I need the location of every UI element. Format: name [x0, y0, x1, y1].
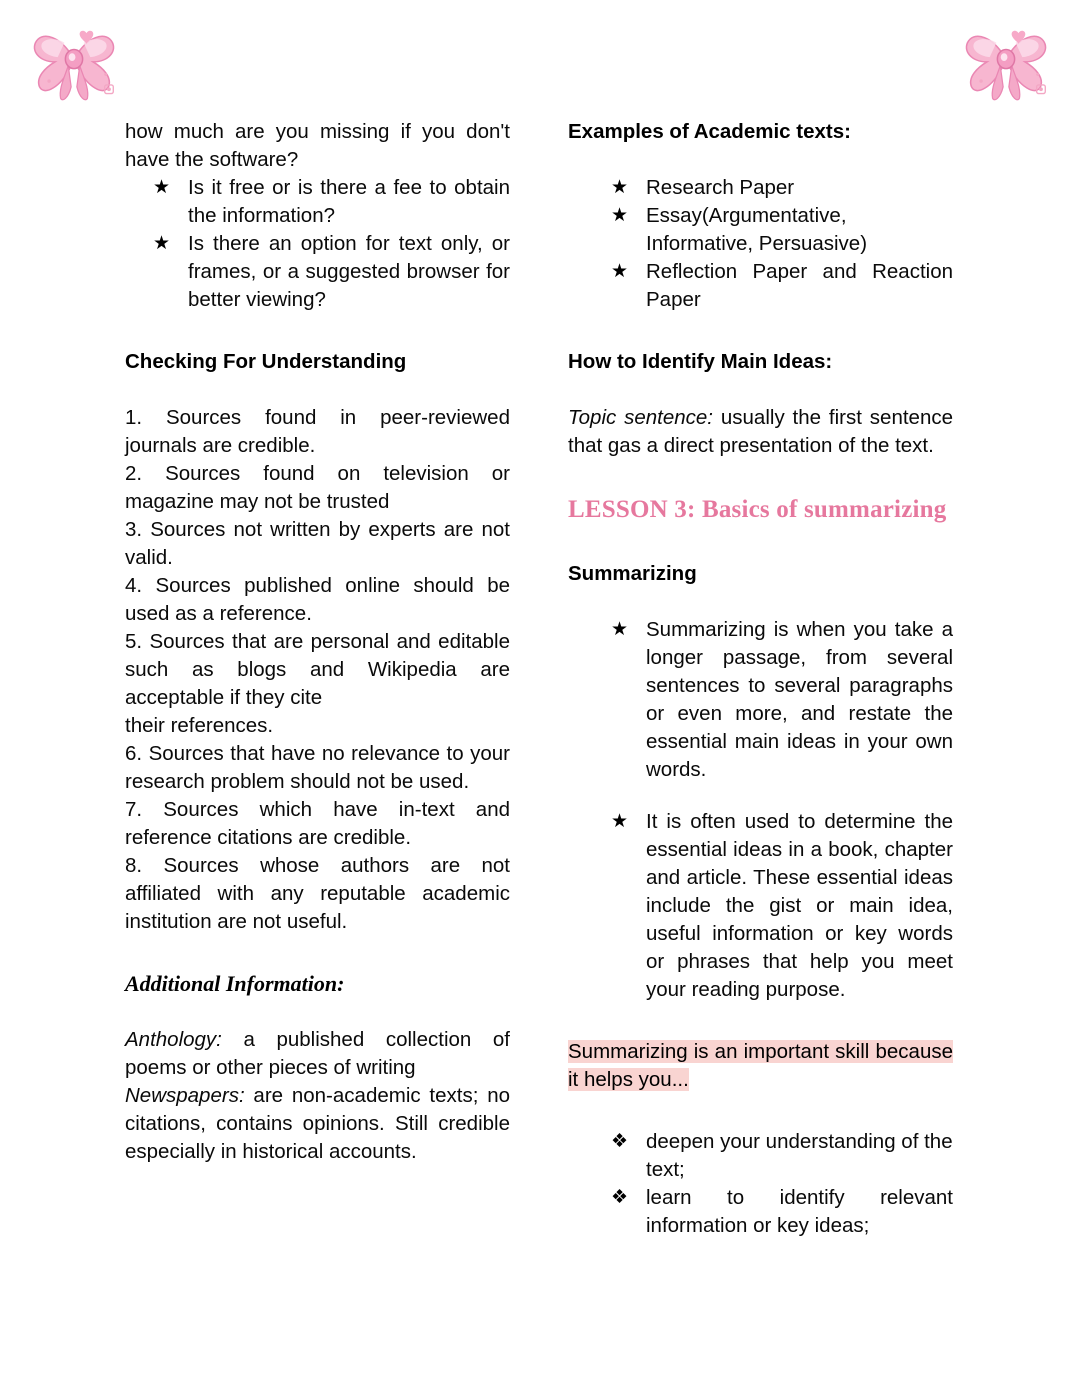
star-bullet-icon: ★: [153, 233, 171, 254]
spacer: [568, 376, 953, 404]
definition-term: Newspapers:: [125, 1084, 245, 1107]
spacer: [568, 146, 953, 174]
lesson-3-heading: LESSON 3: Basics of summarizing: [568, 496, 947, 523]
list-item: [608, 808, 953, 1004]
topic-sentence-text: usually the first sentence that gas a direct presentation of the text.: [568, 406, 953, 457]
bow-icon: [958, 14, 1054, 106]
spacer: [568, 460, 953, 494]
left-column: [125, 118, 510, 1166]
diamond-bullet-icon: ❖: [611, 1131, 629, 1152]
how-to-identify-main-ideas-heading: How to Identify Main Ideas:: [568, 350, 833, 373]
list-item: [608, 1184, 953, 1240]
definition-term: Anthology:: [125, 1028, 222, 1051]
star-bullet-icon: ★: [611, 811, 629, 832]
right-column: [568, 118, 953, 1240]
summarizing-definition-list: [568, 616, 953, 1004]
list-item-label: learn to identify relevant information or key ideas;: [646, 1186, 953, 1237]
list-item-label: Is it free or is there a fee to obtain the information?: [188, 176, 510, 227]
list-item: [608, 1128, 953, 1184]
list-item: [150, 174, 510, 230]
spacer: [125, 376, 510, 404]
highlight-line-1: Summarizing is an important skill: [568, 1040, 876, 1063]
list-item-label: Research Paper: [646, 176, 795, 199]
spacer: [568, 314, 953, 348]
numbered-item: 4. Sources published online should be used as a reference.: [125, 574, 510, 625]
spacer: [568, 588, 953, 616]
definition-anthology: [125, 1026, 510, 1082]
additional-information-heading: Additional Information:: [125, 971, 345, 996]
highlighted-sentence: [568, 1038, 953, 1094]
browser-question-list: [125, 174, 510, 314]
numbered-item: 7. Sources which have in-text and reference citations are credible.: [125, 798, 510, 849]
numbered-item: 3. Sources not written by experts are not valid.: [125, 518, 510, 569]
list-item: [608, 616, 953, 784]
numbered-item: 5. Sources that are personal and editable such as blogs and Wikipedia are acceptable if they cite: [125, 630, 510, 709]
list-item-label: deepen your understanding of the text;: [646, 1130, 953, 1181]
numbered-item: 2. Sources found on television or magazine may not be trusted: [125, 462, 510, 513]
spacer: [568, 1094, 953, 1128]
continued-question-text: how much are you missing if you don't have the software?: [125, 120, 510, 171]
examples-of-academic-texts-heading: Examples of Academic texts:: [568, 120, 851, 143]
numbered-item: 6. Sources that have no relevance to your research problem should not be used.: [125, 742, 510, 793]
spacer: [568, 526, 953, 560]
numbered-item-continuation: their references.: [125, 714, 274, 737]
star-bullet-icon: ★: [153, 177, 171, 198]
star-bullet-icon: ★: [611, 177, 629, 198]
spacer: [125, 314, 510, 348]
checking-for-understanding-heading: Checking For Understanding: [125, 350, 407, 373]
star-bullet-icon: ★: [611, 261, 629, 282]
list-item-label: Is there an option for text only, or frames, or a suggested browser for better viewing?: [188, 232, 510, 311]
star-bullet-icon: ★: [611, 619, 629, 640]
helps-you-list: [568, 1128, 953, 1240]
spacer: [568, 1004, 953, 1038]
list-item-label: Summarizing is when you take a longer passage, from several sentences to several paragraphs or even more, and restate the essential main ideas in your own words.: [646, 618, 953, 781]
list-item: [608, 202, 953, 258]
spacer: [125, 998, 510, 1026]
bow-icon: [26, 14, 122, 106]
list-item-label: Essay(Argumentative, Informative, Persuasive): [646, 204, 868, 255]
list-item-label: It is often used to determine the essential ideas in a book, chapter and article. These essential ideas include the gist or main idea, useful information or key words or phrases that help you meet your reading purpose.: [646, 810, 953, 1001]
summarizing-heading: Summarizing: [568, 562, 697, 585]
topic-sentence-term: Topic sentence:: [568, 406, 714, 429]
numbered-item: 8. Sources whose authors are not affiliated with any reputable academic institution are not useful.: [125, 854, 510, 933]
numbered-item: 1. Sources found in peer-reviewed journals are credible.: [125, 406, 510, 457]
list-item: [150, 230, 510, 314]
list-item-label: Reflection Paper and Reaction Paper: [646, 260, 953, 311]
definition-newspapers: [125, 1082, 510, 1166]
page-content: [0, 118, 1080, 1240]
spacer: [125, 936, 510, 970]
list-item: [608, 258, 953, 314]
academic-texts-list: [568, 174, 953, 314]
highlight-line-2: because it helps you...: [568, 1040, 953, 1091]
two-column-layout: [0, 118, 1080, 1240]
topic-sentence-definition: [568, 404, 953, 460]
list-item: [608, 174, 953, 202]
diamond-bullet-icon: ❖: [611, 1187, 629, 1208]
star-bullet-icon: ★: [611, 205, 629, 226]
definition-text: are non-academic texts; no citations, contains opinions. Still credible especially in historical accounts.: [125, 1084, 510, 1163]
definition-text: a published collection of poems or other pieces of writing: [125, 1028, 510, 1079]
